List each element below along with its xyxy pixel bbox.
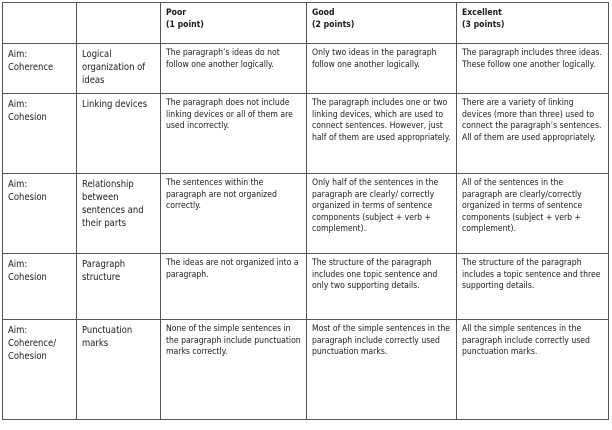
aim-value: Coherence/ (8, 338, 57, 350)
excellent-cell: The paragraph includes three ideas. These follow one another logically. (457, 44, 609, 94)
header-poor (161, 3, 307, 44)
aim-label: Aim: (8, 259, 28, 270)
aim-cell (3, 44, 77, 94)
aim-cell (3, 174, 77, 254)
header-blank-cell (3, 3, 77, 44)
table-row (3, 320, 609, 420)
criterion-cell: Logical organization of ideas (77, 44, 161, 94)
header-excellent (457, 3, 609, 44)
criterion-cell: Punctuation marks (77, 320, 161, 420)
aim-label: Aim: (8, 49, 28, 60)
excellent-cell: All of the sentences in the paragraph are clearly/correctly organized in terms of sentence components (subject + verb + complement). (457, 174, 609, 254)
level-points: (1 point) (166, 19, 204, 30)
poor-cell: The paragraph does not include linking devices or all of them are used incorrectly. (161, 94, 307, 174)
header-row (3, 3, 609, 44)
poor-cell: The sentences within the paragraph are not organized correctly. (161, 174, 307, 254)
criterion-cell: Linking devices (77, 94, 161, 174)
level-points: (3 points) (462, 19, 505, 30)
aim-value: Cohesion (8, 272, 47, 284)
criterion-cell: Paragraph structure (77, 254, 161, 320)
good-cell: The structure of the paragraph includes one topic sentence and only two supporting details. (307, 254, 457, 320)
aim-value: Cohesion (8, 112, 47, 124)
aim-label: Aim: (8, 179, 28, 190)
good-cell: The paragraph includes one or two linking devices, which are used to connect sentences. However, just half of them are used appropriately. (307, 94, 457, 174)
poor-cell: None of the simple sentences in the paragraph include punctuation marks correctly. (161, 320, 307, 420)
aim-cell (3, 254, 77, 320)
level-name: Good (312, 8, 335, 18)
table-row (3, 94, 609, 174)
aim-cell (3, 94, 77, 174)
table-row (3, 44, 609, 94)
table-row (3, 254, 609, 320)
header-blank-cell (77, 3, 161, 44)
level-name: Excellent (462, 8, 502, 18)
level-name: Poor (166, 8, 187, 18)
level-points: (2 points) (312, 19, 355, 30)
good-cell: Only half of the sentences in the paragraph are clearly/ correctly organized in terms of sentence components (subject + verb + complement). (307, 174, 457, 254)
table-row (3, 174, 609, 254)
good-cell: Most of the simple sentences in the paragraph include correctly used punctuation marks. (307, 320, 457, 420)
good-cell: Only two ideas in the paragraph follow one another logically. (307, 44, 457, 94)
excellent-cell: There are a variety of linking devices (more than three) used to connect the paragraph’s sentences. All of them are used appropriately. (457, 94, 609, 174)
rubric-table (2, 2, 609, 420)
aim-value: Cohesion (8, 351, 47, 363)
poor-cell: The paragraph’s ideas do not follow one another logically. (161, 44, 307, 94)
excellent-cell: All the simple sentences in the paragraph include correctly used punctuation marks. (457, 320, 609, 420)
excellent-cell: The structure of the paragraph includes a topic sentence and three supporting details. (457, 254, 609, 320)
aim-value: Cohesion (8, 192, 47, 204)
poor-cell: The ideas are not organized into a paragraph. (161, 254, 307, 320)
aim-cell (3, 320, 77, 420)
aim-value: Coherence (8, 62, 54, 74)
aim-label: Aim: (8, 99, 28, 110)
header-good (307, 3, 457, 44)
aim-label: Aim: (8, 325, 28, 336)
criterion-cell: Relationship between sentences and their parts (77, 174, 161, 254)
